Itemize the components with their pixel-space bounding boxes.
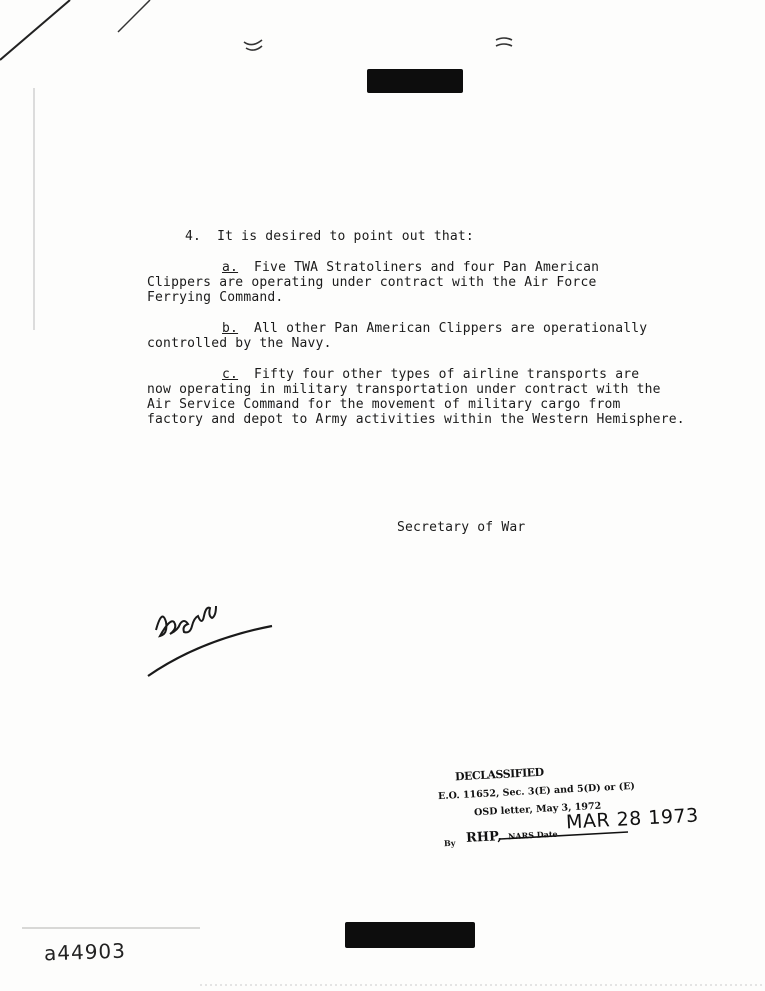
declassified-by-value: RHP, — [465, 829, 503, 846]
redaction-bar-bottom — [345, 922, 475, 948]
item-b-line-1: All other Pan American Clippers are operationally — [254, 321, 648, 336]
item-c-line-3: Air Service Command for the movement of military cargo from — [147, 397, 621, 412]
paragraph-intro: 4. It is desired to point out that: — [185, 229, 474, 244]
item-b-letter: b. — [222, 321, 239, 336]
declassified-nars-label: NARS Date — [507, 828, 558, 842]
signature-title: Secretary of War — [397, 520, 526, 535]
item-a-line-2: Clippers are operating under contract with the Air Force — [147, 275, 597, 290]
redaction-bar-top — [367, 69, 463, 93]
item-b-line-2: controlled by the Navy. — [147, 336, 332, 351]
declassified-date: MAR 28 1973 — [565, 804, 700, 834]
item-c-letter: c. — [222, 367, 239, 382]
item-c-line-4: factory and depot to Army activities within the Western Hemisphere. — [147, 412, 685, 427]
item-c-line-2: now operating in military transportation under contract with the — [147, 382, 661, 397]
item-a-line-1: Five TWA Stratoliners and four Pan American — [254, 260, 600, 275]
item-a-line-3: Ferrying Command. — [147, 290, 284, 305]
archive-number: a44903 — [43, 938, 127, 966]
item-a-letter: a. — [222, 260, 239, 275]
declassified-line-1: E.O. 11652, Sec. 3(E) and 5(D) or (E) — [437, 780, 636, 803]
declassified-line-2: OSD letter, May 3, 1972 — [473, 800, 602, 819]
declassified-heading: DECLASSIFIED — [454, 765, 544, 784]
item-c-line-1: Fifty four other types of airline transports are — [254, 367, 640, 382]
declassified-by-label: By — [443, 837, 456, 849]
